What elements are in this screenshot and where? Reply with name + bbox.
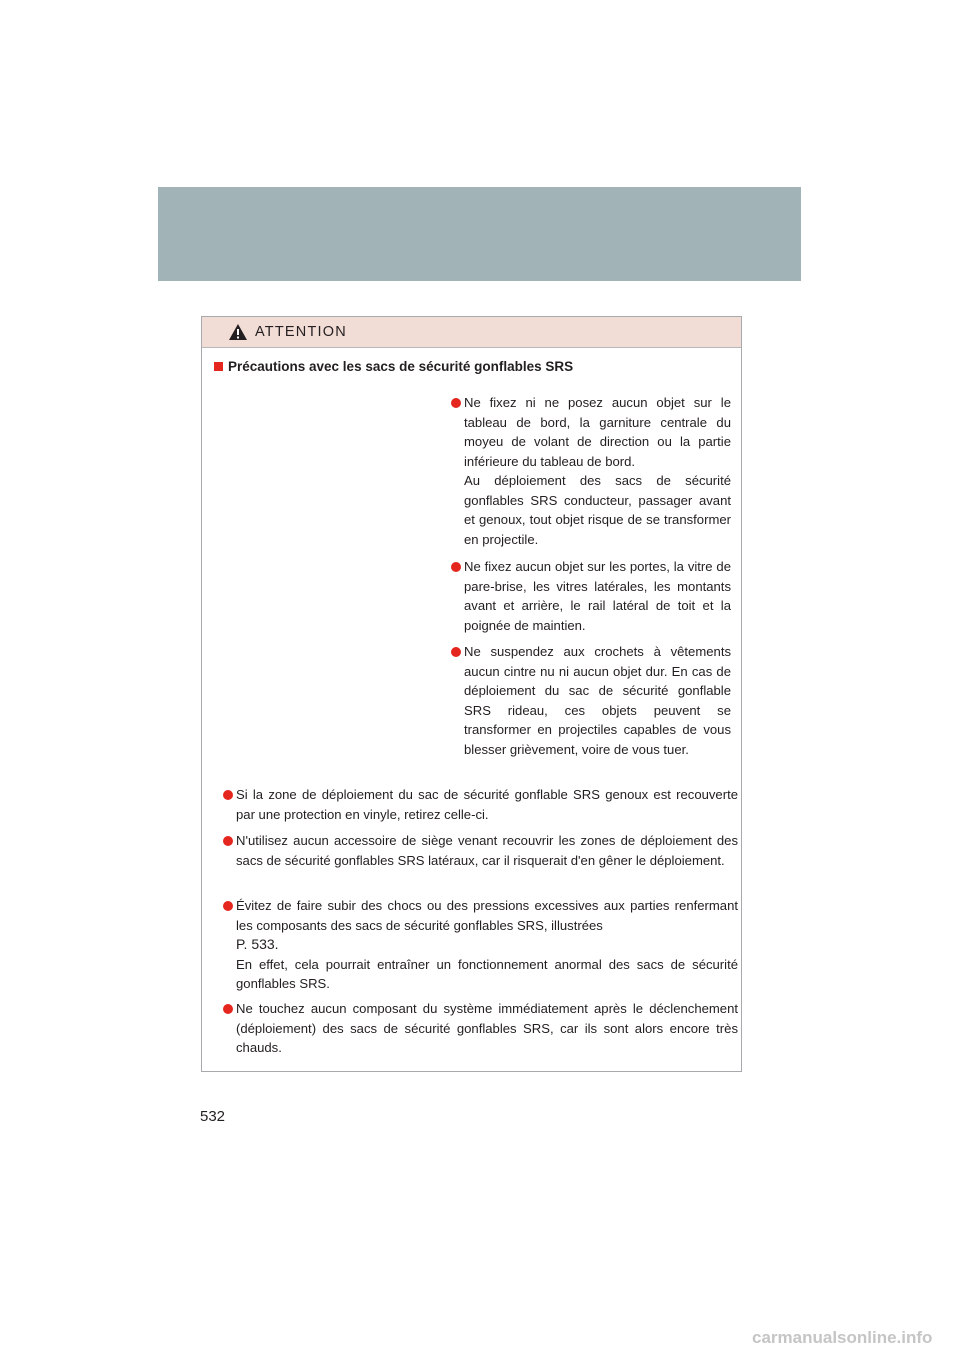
square-bullet-icon xyxy=(214,362,223,371)
item-text: En effet, cela pourrait entraîner un fonctionnement anormal des sacs de sécurité gonflables SRS. xyxy=(236,956,738,991)
bullet-icon xyxy=(223,901,233,911)
warning-header xyxy=(202,317,741,348)
item-text: Ne fixez aucun objet sur les portes, la vitre de pare-brise, les vitres latérales, les montants avant et arrière, le rail latéral de toit et la poignée de maintien. xyxy=(464,559,731,633)
bullet-icon xyxy=(223,790,233,800)
header-band xyxy=(158,187,801,281)
list-item xyxy=(464,393,731,549)
bullet-icon xyxy=(223,1004,233,1014)
section-title-text: Précautions avec les sacs de sécurité gonflables SRS xyxy=(228,359,574,374)
item-text: N'utilisez aucun accessoire de siège venant recouvrir les zones de déploiement des sacs de sécurité gonflables SRS latéraux, car il risquerait d'en gêner le déploiement. xyxy=(236,833,738,868)
item-text: Évitez de faire subir des chocs ou des pressions excessives aux parties renfermant les composants des sacs de sécurité gonflables SRS, illustrées xyxy=(236,898,738,933)
list-item xyxy=(236,831,738,870)
bullet-icon xyxy=(451,647,461,657)
item-text: Ne suspendez aux crochets à vêtements aucun cintre nu ni aucun objet dur. En cas de déploiement du sac de sécurité gonflable SRS rideau, ces objets peuvent se transformer en projectiles capables de vous blesser grièvement, voire de vous tuer. xyxy=(464,644,731,757)
item-text: Si la zone de déploiement du sac de sécurité gonflable SRS genoux est recouverte par une protection en vinyle, retirez celle-ci. xyxy=(236,787,738,822)
watermark: carmanualsonline.info xyxy=(752,1328,933,1347)
bullet-icon xyxy=(223,836,233,846)
item-text: Ne fixez ni ne posez aucun objet sur le tableau de bord, la garniture centrale du moyeu de volant de direction ou la partie inférieure du tableau de bord. xyxy=(464,395,731,469)
warning-icon xyxy=(228,323,248,341)
list-item xyxy=(236,896,738,994)
item-text: Ne touchez aucun composant du système immédiatement après le déclenchement (déploiement) des sacs de sécurité gonflables SRS, car ils sont alors encore très chauds. xyxy=(236,1001,738,1055)
item-text: Au déploiement des sacs de sécurité gonflables SRS conducteur, passager avant et genoux, tout objet risque de se transformer en projectile. xyxy=(464,473,731,547)
bullet-icon xyxy=(451,562,461,572)
list-item xyxy=(464,557,731,635)
bullet-icon xyxy=(451,398,461,408)
page-reference: P. 533. xyxy=(236,936,279,952)
list-item xyxy=(236,999,738,1058)
warning-heading: ATTENTION xyxy=(255,324,347,340)
warning-box xyxy=(201,316,742,1072)
section-title xyxy=(214,359,573,374)
list-item xyxy=(464,642,731,759)
list-item xyxy=(236,785,738,824)
page-number: 532 xyxy=(200,1108,226,1125)
